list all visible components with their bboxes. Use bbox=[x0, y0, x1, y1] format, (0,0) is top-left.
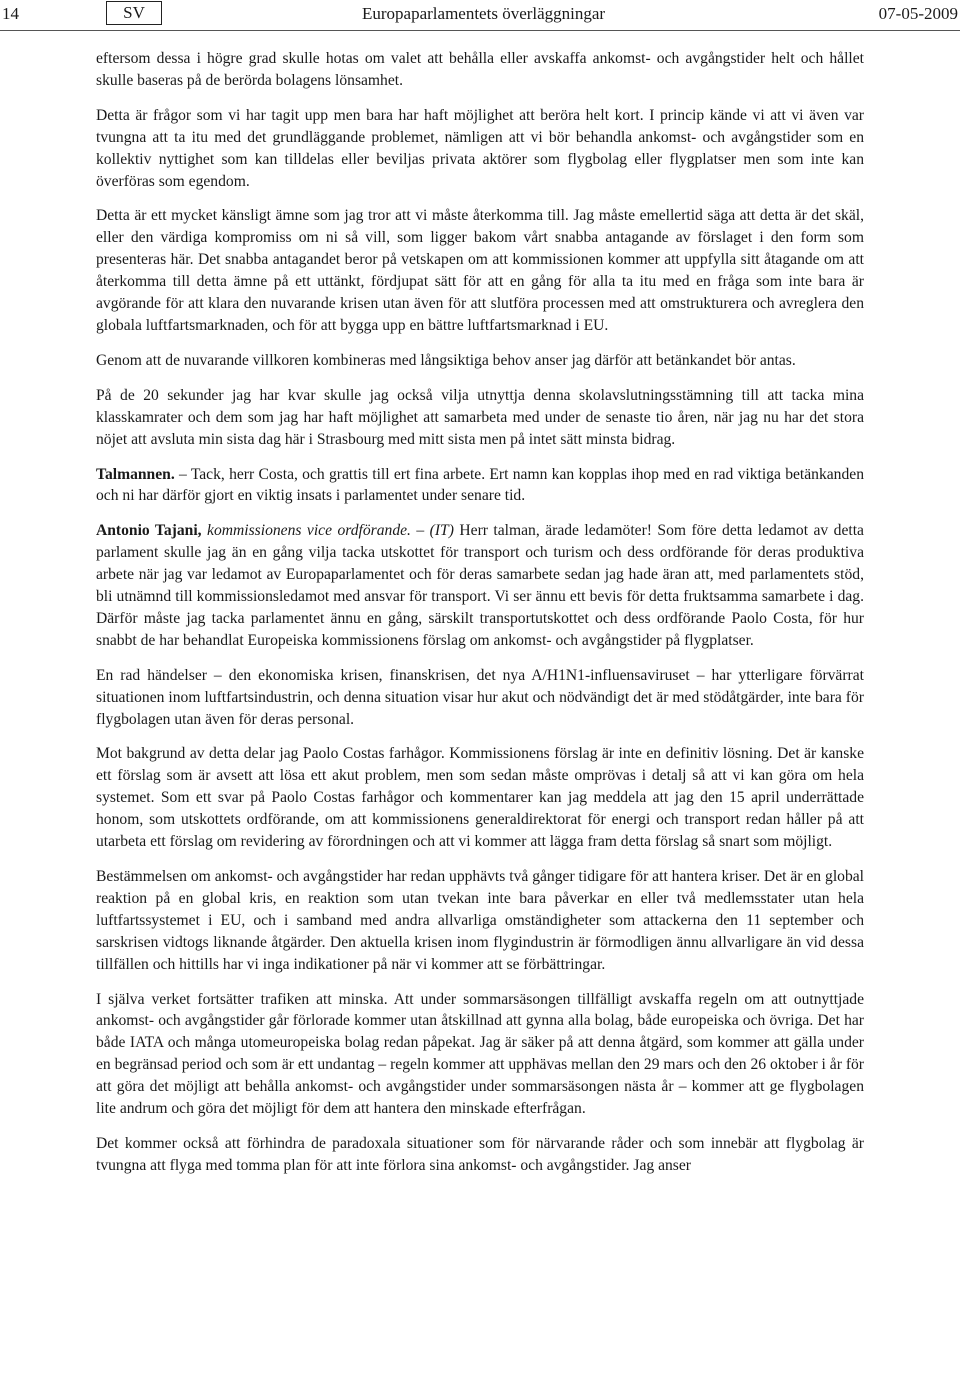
speech-text: Herr talman, ärade ledamöter! Som före detta ledamot av detta parlament skulle jag än en gång vilja tacka utskottet för transport och turism och dess ordförande för deras produktiva arbete när jag var ledamot av Europaparlamentet och för deras samarbete sedan jag hade äran att, med parlamentets stöd, bli utnämnd till kommissionsledamot med ansvar för transport. Vi ser ännu ett bevis för detta fruktsamma samarbete i dag. Därför måste jag tacka parlamentet ännu en gång, särskilt transportutskottet och dess ordförande Paolo Costa, för hur snabbt de har behandlat Europeiska kommissionens förslag om ankomst- och avgångstider på flygplatser. bbox=[96, 522, 864, 649]
paragraph: Detta är ett mycket känsligt ämne som jag tror att vi måste återkomma till. Jag måste emellertid säga att detta är det skäl, eller den värdiga kompromiss om ni så vill, som ligger bakom vårt snabba antagande av förslaget i den form som presenteras här. Det snabba antagandet beror på vetskapen om att kommissionen kommer att uppfylla sitt åtagande om att återkomma till detta ämne på ett uttänkt, fördjupat sätt för att en gång för alla ta itu med en fråga som inte bara är avgörande för att klara den nuvarande krisen utan även för att slutföra processen med att omstrukturera och avreglera den globala luftfartsmarknaden, och för att bygga upp en bättre luftfartsmarknad i EU. bbox=[96, 207, 864, 334]
paragraph: eftersom dessa i högre grad skulle hotas om valet att behålla eller avskaffa ankomst- och avgångstider helt och hållet skulle baseras på de berörda bolagens lönsamhet. bbox=[96, 50, 864, 89]
speaker-role: kommissionens vice ordförande. – (IT) bbox=[201, 522, 454, 540]
document-title: Europaparlamentets överläggningar bbox=[362, 4, 606, 23]
speech-text: – Tack, herr Costa, och grattis till ert fina arbete. Ert namn kan kopplas ihop med en rad viktiga betänkanden och ni har därför gjort en viktig insats i parlamentet under senare tid. bbox=[96, 465, 864, 505]
paragraph: Mot bakgrund av detta delar jag Paolo Costas farhågor. Kommissionens förslag är inte en definitiv lösning. Det är kanske ett förslag som är avsett att lösa ett akut problem, men som sedan måste omprövas i detalj så att vi kan göra om hela systemet. Som ett svar på Paolo Costas farhågor och kommentarer kan jag meddela att jag den 15 april underrättade honom, som utskottets ordförande, om att kommissionens generaldirektorat för energi och transport redan håller på att utarbeta ett förslag om revidering av förordningen och att vi kommer att lägga fram detta förslag så snart som möjligt. bbox=[96, 745, 864, 851]
speaker-name: Antonio Tajani, bbox=[96, 522, 202, 540]
paragraph: I själva verket fortsätter trafiken att minska. Att under sommarsäsongen tillfälligt avskaffa regeln om att outnyttjade ankomst- och avgångstider går förlorade kommer utan åtskillnad att gynna alla bolag, både europeiska och övriga. Det har både IATA och många utomeuropeiska bolag redan påpekat. Jag är säker på att denna åtgärd, som kommer att gälla under en begränsad period och som är ett undantag – regeln kommer att upphävas mellan den 29 mars och den 26 oktober i år för att göra det möjligt att behålla ankomst- och avgångstider under sommarsäsongen nästa år – kommer att ge flygbolagen lite andrum och göra det möjligt för dem att hantera den minskade efterfrågan. bbox=[96, 990, 864, 1118]
speaker-name: Talmannen. bbox=[96, 465, 175, 483]
paragraph: Det kommer också att förhindra de paradoxala situationer som för närvarande råder och som innebär att flygbolag är tvungna att flyga med tomma plan för att inte förlora sina ankomst- och avgångstider. Jag anser bbox=[96, 1134, 864, 1174]
paragraph: En rad händelser – den ekonomiska krisen, finanskrisen, det nya A/H1N1-influensaviruset – har ytterligare förvärrat situationen inom luftfartsindustrin, och denna situation visar hur akut och nödvändigt det är med stödåtgärder, inte bara för flygbolagen utan även för deras personal. bbox=[96, 666, 864, 728]
document-date: 07-05-2009 bbox=[878, 4, 958, 23]
language-badge: SV bbox=[106, 1, 162, 25]
paragraph: Bestämmelsen om ankomst- och avgångstider har redan upphävts två gånger tidigare för att hantera kriser. Det är en global reaktion på en global kris, en reaktion som utan tvekan inte bara påverkar en eller två medlemsstater utan hela luftfartssystemet i EU, och i samband med andra allvarliga omständigheter som attackerna den 11 september och sarskrisen vidtogs liknande åtgärder. Den aktuella krisen inom flygindustrin är förmodligen ännu allvarligare än vid dessa tillfällen och hittills har vi inga indikationer på när vi kommer att se förbättringar. bbox=[96, 868, 864, 973]
paragraph: Detta är frågor som vi har tagit upp men bara har haft möjlighet att beröra helt kort. I princip kände vi att vi även var tvungna att ta itu med det grundläggande problemet, nämligen att vi bör behandla ankomst- och avgångstider som en kollektiv nyttighet som kan tilldelas eller beviljas privata aktörer som flygbolag eller flygplatser men som inte kan överföras som egendom. bbox=[96, 106, 864, 190]
speaker-paragraph bbox=[96, 464, 864, 508]
page-number: 14 bbox=[2, 4, 19, 23]
speaker-paragraph bbox=[96, 520, 864, 651]
paragraph: På de 20 sekunder jag har kvar skulle jag också vilja utnyttja denna skolavslutningsstämning till att tacka mina klasskamrater och dem som jag har haft möjlighet att samarbeta med under de senaste tio åren, när jag nu har det stora nöjet att avsluta min sista dag här i Strasbourg med mitt sista men på intet sätt minsta bidrag. bbox=[96, 386, 864, 448]
paragraph: Genom att de nuvarande villkoren kombineras med långsiktiga behov anser jag därför att betänkandet bör antas. bbox=[96, 351, 796, 369]
page-header bbox=[0, 0, 960, 31]
document-body bbox=[96, 48, 864, 1190]
